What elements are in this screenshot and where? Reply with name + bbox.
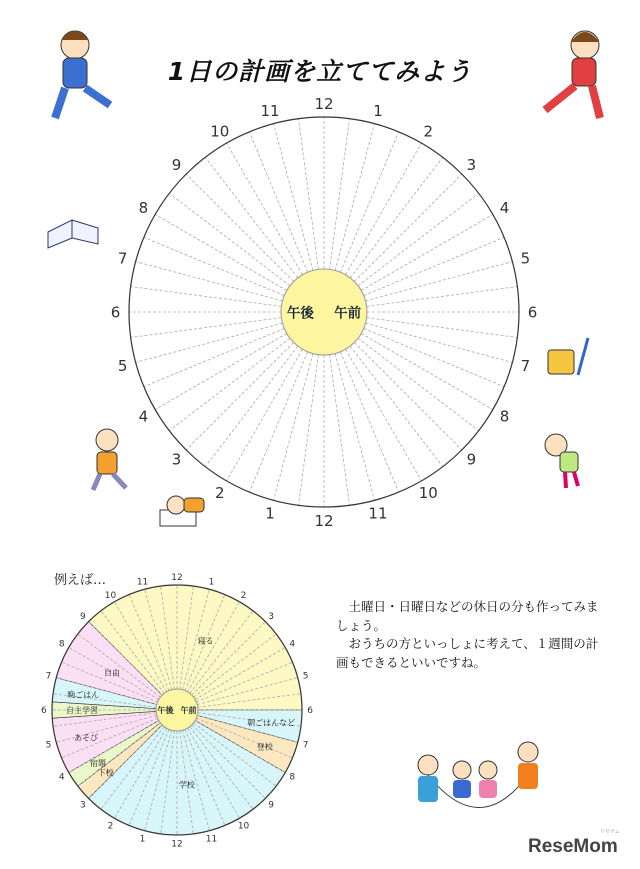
example-clock-hour-label-pm: 7	[45, 671, 52, 682]
example-clock-hour-label-pm: 8	[58, 639, 65, 650]
main-clock-hour-label-am: 12	[314, 94, 334, 113]
example-clock-hour-label-am: 5	[302, 671, 309, 682]
main-clock-hour-label-am: 9	[466, 450, 477, 469]
example-clock-hour-label-pm: 9	[80, 612, 86, 623]
main-clock-hour-label-pm: 10	[210, 122, 230, 141]
children-jump-rope-illustration	[418, 742, 538, 808]
example-segment-label: あそび	[74, 733, 99, 743]
example-clock-hour-label-am: 1	[208, 577, 215, 588]
example-clock-hour-label-pm: 4	[58, 772, 65, 783]
child-studying-illustration	[160, 496, 204, 526]
main-clock-hour-label-am: 4	[499, 199, 510, 217]
resemom-logo	[528, 829, 620, 858]
example-segment-label: 朝ごはんなど	[247, 718, 296, 728]
example-clock-hour-label-pm: 1	[139, 834, 146, 845]
main-clock-hour-label-pm: 12	[314, 511, 334, 530]
main-clock-hour-label-am: 5	[520, 249, 531, 268]
example-segment-label: 寝る	[197, 636, 214, 646]
main-clock-center-pm-label: 午後	[286, 305, 314, 322]
main-clock-hour-label-am: 6	[527, 303, 538, 322]
main-clock-hour-label-pm: 11	[260, 101, 280, 120]
girl-running-illustration	[545, 31, 600, 118]
main-clock-hour-label-pm: 7	[117, 249, 128, 268]
example-clock-hour-label-am: 11	[205, 834, 218, 845]
example-clock-hour-label-am: 3	[268, 612, 274, 623]
example-clock-center-pm-label: 午後	[157, 705, 174, 716]
example-segment-label: 晩ごはん	[67, 690, 100, 700]
main-clock-hour-label-am: 3	[466, 155, 477, 174]
main-clock-hour-label-am: 10	[418, 483, 438, 502]
example-clock-hour-label-am: 10	[237, 821, 250, 832]
main-clock-hour-label-pm: 8	[138, 199, 149, 217]
main-clock-hour-label-pm: 2	[214, 483, 225, 502]
main-clock-hour-label-pm: 5	[117, 357, 128, 376]
example-clock-hour-label-am: 2	[240, 590, 247, 601]
child-walking-illustration	[93, 429, 126, 490]
example-clock-hour-label-am: 6	[307, 706, 313, 717]
example-segment-label: 自主学習	[66, 706, 98, 715]
main-clock-hour-label-am: 11	[368, 504, 388, 523]
example-segment-label: 登校	[256, 742, 273, 752]
example-clock-hour-label-pm: 6	[41, 706, 47, 717]
main-clock-hour-label-pm: 9	[171, 155, 182, 174]
example-clock-hour-label-am: 7	[302, 740, 309, 751]
main-clock-hour-label-am: 1	[373, 101, 383, 120]
example-clock-hour-label-pm: 10	[104, 590, 117, 601]
example-clock-hour-label-pm: 3	[80, 800, 86, 811]
example-clock-hour-label-pm: 5	[45, 740, 52, 751]
note-line-1: 土曜日・日曜日などの休日の分も作ってみましょう。	[336, 599, 599, 633]
page-title: 1日の計画を立ててみよう	[167, 57, 473, 86]
example-clock-hour-label-am: 4	[289, 639, 296, 650]
example-label: 例えば…	[54, 573, 107, 588]
example-clock-hour-label-pm: 11	[136, 577, 149, 588]
girl-bowing-illustration	[545, 434, 578, 488]
cup-toothbrush-illustration	[548, 338, 588, 375]
main-clock-hour-label-am: 7	[520, 357, 531, 376]
logo-text: ReseMom	[528, 836, 618, 857]
example-clock-hour-label-am: 12	[171, 573, 183, 584]
main-clock-hour-label-am: 2	[423, 122, 434, 141]
example-segment-label: 自由	[104, 668, 121, 678]
main-clock-hour-label-pm: 6	[110, 303, 121, 322]
example-clock-hour-label-am: 9	[268, 800, 274, 811]
book-illustration	[48, 220, 98, 248]
example-segment-label: 宿題	[90, 758, 107, 768]
main-clock-center-am-label: 午前	[334, 305, 362, 322]
note-line-2: おうちの方といっしょに考えて、１週間の計画もできるといいですね。	[336, 636, 599, 670]
logo-subtext: リセマム	[599, 829, 620, 835]
example-clock-hour-label-am: 8	[289, 772, 296, 783]
boy-running-illustration	[55, 31, 110, 118]
example-segment-label: 学校	[178, 780, 195, 790]
example-clock-hour-label-pm: 12	[171, 839, 183, 850]
main-clock-hour-label-pm: 3	[171, 450, 182, 469]
main-clock-hour-label-pm: 4	[138, 407, 149, 426]
example-segment-label: 下校	[97, 768, 114, 778]
main-clock-hour-label-am: 8	[499, 407, 510, 426]
example-clock-hour-label-pm: 2	[107, 821, 114, 832]
main-clock-hour-label-pm: 1	[265, 504, 275, 523]
example-clock-center-am-label: 午前	[180, 705, 197, 716]
